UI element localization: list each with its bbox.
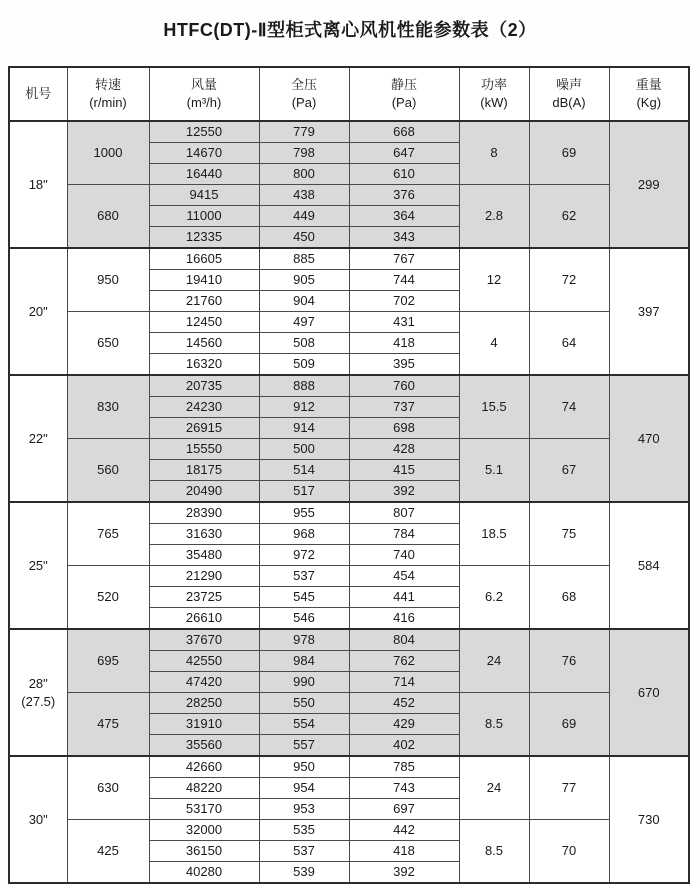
airflow-cell: 42660 — [149, 756, 259, 778]
static-pressure-cell: 697 — [349, 799, 459, 820]
col-header-label: 重量 — [635, 77, 662, 93]
total-pressure-cell: 550 — [259, 693, 349, 714]
power-cell: 4 — [459, 312, 529, 376]
airflow-cell: 16320 — [149, 354, 259, 376]
total-pressure-cell: 450 — [259, 227, 349, 249]
table-row — [9, 121, 689, 143]
noise-cell: 76 — [529, 629, 609, 693]
static-pressure-cell: 415 — [349, 460, 459, 481]
airflow-cell: 26610 — [149, 608, 259, 630]
col-header-speed — [67, 67, 149, 121]
airflow-cell: 37670 — [149, 629, 259, 651]
static-pressure-cell: 376 — [349, 185, 459, 206]
power-cell: 5.1 — [459, 439, 529, 503]
power-cell: 18.5 — [459, 502, 529, 566]
model-cell — [9, 756, 67, 883]
col-header-label: 转速 — [94, 77, 121, 93]
total-pressure-cell: 539 — [259, 862, 349, 884]
table-row — [9, 502, 689, 524]
noise-cell: 69 — [529, 121, 609, 185]
col-header-static-pressure — [349, 67, 459, 121]
col-header-unit: dB(A) — [552, 95, 586, 110]
header-row — [9, 67, 689, 121]
total-pressure-cell: 537 — [259, 566, 349, 587]
col-header-unit: (Pa) — [391, 95, 417, 110]
total-pressure-cell: 537 — [259, 841, 349, 862]
col-header-model — [9, 67, 67, 121]
noise-cell: 74 — [529, 375, 609, 439]
airflow-cell: 12550 — [149, 121, 259, 143]
power-cell: 8.5 — [459, 820, 529, 884]
static-pressure-cell: 785 — [349, 756, 459, 778]
col-header-unit: (Kg) — [636, 95, 662, 110]
total-pressure-cell: 914 — [259, 418, 349, 439]
airflow-cell: 18175 — [149, 460, 259, 481]
static-pressure-cell: 760 — [349, 375, 459, 397]
airflow-cell: 19410 — [149, 270, 259, 291]
total-pressure-cell: 955 — [259, 502, 349, 524]
speed-cell: 680 — [67, 185, 149, 249]
speed-cell: 560 — [67, 439, 149, 503]
airflow-cell: 28250 — [149, 693, 259, 714]
static-pressure-cell: 714 — [349, 672, 459, 693]
total-pressure-cell: 438 — [259, 185, 349, 206]
noise-cell: 75 — [529, 502, 609, 566]
static-pressure-cell: 784 — [349, 524, 459, 545]
power-cell: 12 — [459, 248, 529, 312]
static-pressure-cell: 418 — [349, 333, 459, 354]
weight-cell: 397 — [609, 248, 689, 375]
table-body — [9, 121, 689, 883]
speed-cell: 1000 — [67, 121, 149, 185]
model-cell — [9, 629, 67, 756]
speed-cell: 765 — [67, 502, 149, 566]
static-pressure-cell: 392 — [349, 862, 459, 884]
model-cell — [9, 502, 67, 629]
speed-cell: 630 — [67, 756, 149, 820]
noise-cell: 62 — [529, 185, 609, 249]
page-title: HTFC(DT)-Ⅱ型柜式离心风机性能参数表（2） — [163, 20, 537, 40]
static-pressure-cell: 647 — [349, 143, 459, 164]
static-pressure-cell: 428 — [349, 439, 459, 460]
total-pressure-cell: 990 — [259, 672, 349, 693]
airflow-cell: 14560 — [149, 333, 259, 354]
noise-cell: 77 — [529, 756, 609, 820]
airflow-cell: 21760 — [149, 291, 259, 312]
airflow-cell: 28390 — [149, 502, 259, 524]
static-pressure-cell: 807 — [349, 502, 459, 524]
total-pressure-cell: 904 — [259, 291, 349, 312]
col-header-label: 全压 — [290, 77, 317, 93]
static-pressure-cell: 416 — [349, 608, 459, 630]
noise-cell: 69 — [529, 693, 609, 757]
weight-cell: 584 — [609, 502, 689, 629]
model-label: 25" — [28, 557, 48, 573]
airflow-cell: 32000 — [149, 820, 259, 841]
table-row — [9, 185, 689, 206]
airflow-cell: 31630 — [149, 524, 259, 545]
table-row — [9, 629, 689, 651]
airflow-cell: 11000 — [149, 206, 259, 227]
speed-cell: 475 — [67, 693, 149, 757]
table-row — [9, 566, 689, 587]
speed-cell: 650 — [67, 312, 149, 376]
total-pressure-cell: 954 — [259, 778, 349, 799]
total-pressure-cell: 912 — [259, 397, 349, 418]
total-pressure-cell: 509 — [259, 354, 349, 376]
speed-cell: 425 — [67, 820, 149, 884]
static-pressure-cell: 737 — [349, 397, 459, 418]
total-pressure-cell: 972 — [259, 545, 349, 566]
col-header-label: 功率 — [480, 77, 507, 93]
speed-cell: 950 — [67, 248, 149, 312]
total-pressure-cell: 514 — [259, 460, 349, 481]
static-pressure-cell: 702 — [349, 291, 459, 312]
power-cell: 15.5 — [459, 375, 529, 439]
model-label: 28" — [28, 675, 48, 691]
col-header-unit: (kW) — [480, 95, 508, 110]
airflow-cell: 35480 — [149, 545, 259, 566]
airflow-cell: 24230 — [149, 397, 259, 418]
table-row — [9, 820, 689, 841]
airflow-cell: 26915 — [149, 418, 259, 439]
airflow-cell: 16440 — [149, 164, 259, 185]
airflow-cell: 12335 — [149, 227, 259, 249]
airflow-cell: 48220 — [149, 778, 259, 799]
weight-cell: 470 — [609, 375, 689, 502]
total-pressure-cell: 978 — [259, 629, 349, 651]
table-row — [9, 375, 689, 397]
airflow-cell: 16605 — [149, 248, 259, 270]
table-row — [9, 439, 689, 460]
col-header-unit: (m³/h) — [186, 95, 222, 110]
total-pressure-cell: 546 — [259, 608, 349, 630]
total-pressure-cell: 497 — [259, 312, 349, 333]
total-pressure-cell: 779 — [259, 121, 349, 143]
col-header-label: 风量 — [190, 77, 217, 93]
model-label: 18" — [28, 176, 48, 192]
model-label: 20" — [28, 303, 48, 319]
weight-cell: 670 — [609, 629, 689, 756]
static-pressure-cell: 431 — [349, 312, 459, 333]
col-header-unit: (r/min) — [89, 95, 127, 110]
table-row — [9, 693, 689, 714]
power-cell: 2.8 — [459, 185, 529, 249]
table-row — [9, 756, 689, 778]
model-cell — [9, 248, 67, 375]
power-cell: 6.2 — [459, 566, 529, 630]
total-pressure-cell: 517 — [259, 481, 349, 503]
table-row — [9, 312, 689, 333]
total-pressure-cell: 545 — [259, 587, 349, 608]
total-pressure-cell: 968 — [259, 524, 349, 545]
col-header-airflow — [149, 67, 259, 121]
static-pressure-cell: 762 — [349, 651, 459, 672]
static-pressure-cell: 767 — [349, 248, 459, 270]
static-pressure-cell: 343 — [349, 227, 459, 249]
static-pressure-cell: 610 — [349, 164, 459, 185]
total-pressure-cell: 557 — [259, 735, 349, 757]
static-pressure-cell: 442 — [349, 820, 459, 841]
airflow-cell: 9415 — [149, 185, 259, 206]
total-pressure-cell: 888 — [259, 375, 349, 397]
total-pressure-cell: 449 — [259, 206, 349, 227]
col-header-unit: (Pa) — [291, 95, 317, 110]
model-label: 22" — [28, 430, 48, 446]
static-pressure-cell: 364 — [349, 206, 459, 227]
airflow-cell: 15550 — [149, 439, 259, 460]
noise-cell: 70 — [529, 820, 609, 884]
total-pressure-cell: 798 — [259, 143, 349, 164]
airflow-cell: 21290 — [149, 566, 259, 587]
model-label: 30" — [28, 811, 48, 827]
model-cell — [9, 121, 67, 248]
power-cell: 24 — [459, 756, 529, 820]
static-pressure-cell: 804 — [349, 629, 459, 651]
col-header-label: 静压 — [390, 77, 417, 93]
airflow-cell: 20735 — [149, 375, 259, 397]
static-pressure-cell: 744 — [349, 270, 459, 291]
total-pressure-cell: 885 — [259, 248, 349, 270]
col-header-label: 机号 — [25, 86, 52, 102]
col-header-power — [459, 67, 529, 121]
noise-cell: 64 — [529, 312, 609, 376]
airflow-cell: 12450 — [149, 312, 259, 333]
static-pressure-cell: 392 — [349, 481, 459, 503]
model-cell — [9, 375, 67, 502]
power-cell: 8.5 — [459, 693, 529, 757]
airflow-cell: 20490 — [149, 481, 259, 503]
col-header-total-pressure — [259, 67, 349, 121]
airflow-cell: 53170 — [149, 799, 259, 820]
noise-cell: 68 — [529, 566, 609, 630]
airflow-cell: 31910 — [149, 714, 259, 735]
total-pressure-cell: 508 — [259, 333, 349, 354]
static-pressure-cell: 740 — [349, 545, 459, 566]
noise-cell: 72 — [529, 248, 609, 312]
total-pressure-cell: 950 — [259, 756, 349, 778]
weight-cell: 299 — [609, 121, 689, 248]
static-pressure-cell: 698 — [349, 418, 459, 439]
static-pressure-cell: 668 — [349, 121, 459, 143]
total-pressure-cell: 905 — [259, 270, 349, 291]
total-pressure-cell: 800 — [259, 164, 349, 185]
speed-cell: 520 — [67, 566, 149, 630]
col-header-weight — [609, 67, 689, 121]
power-cell: 24 — [459, 629, 529, 693]
total-pressure-cell: 984 — [259, 651, 349, 672]
static-pressure-cell: 402 — [349, 735, 459, 757]
airflow-cell: 14670 — [149, 143, 259, 164]
model-note: (27.5) — [21, 693, 56, 709]
static-pressure-cell: 441 — [349, 587, 459, 608]
airflow-cell: 35560 — [149, 735, 259, 757]
static-pressure-cell: 454 — [349, 566, 459, 587]
airflow-cell: 36150 — [149, 841, 259, 862]
total-pressure-cell: 535 — [259, 820, 349, 841]
col-header-noise — [529, 67, 609, 121]
airflow-cell: 40280 — [149, 862, 259, 884]
noise-cell: 67 — [529, 439, 609, 503]
table-row — [9, 248, 689, 270]
table-header — [9, 67, 689, 121]
total-pressure-cell: 554 — [259, 714, 349, 735]
airflow-cell: 42550 — [149, 651, 259, 672]
static-pressure-cell: 429 — [349, 714, 459, 735]
static-pressure-cell: 452 — [349, 693, 459, 714]
airflow-cell: 23725 — [149, 587, 259, 608]
static-pressure-cell: 743 — [349, 778, 459, 799]
static-pressure-cell: 395 — [349, 354, 459, 376]
speed-cell: 695 — [67, 629, 149, 693]
power-cell: 8 — [459, 121, 529, 185]
total-pressure-cell: 500 — [259, 439, 349, 460]
total-pressure-cell: 953 — [259, 799, 349, 820]
speed-cell: 830 — [67, 375, 149, 439]
col-header-label: 噪声 — [555, 77, 582, 93]
static-pressure-cell: 418 — [349, 841, 459, 862]
airflow-cell: 47420 — [149, 672, 259, 693]
spec-table — [8, 66, 690, 884]
weight-cell: 730 — [609, 756, 689, 883]
